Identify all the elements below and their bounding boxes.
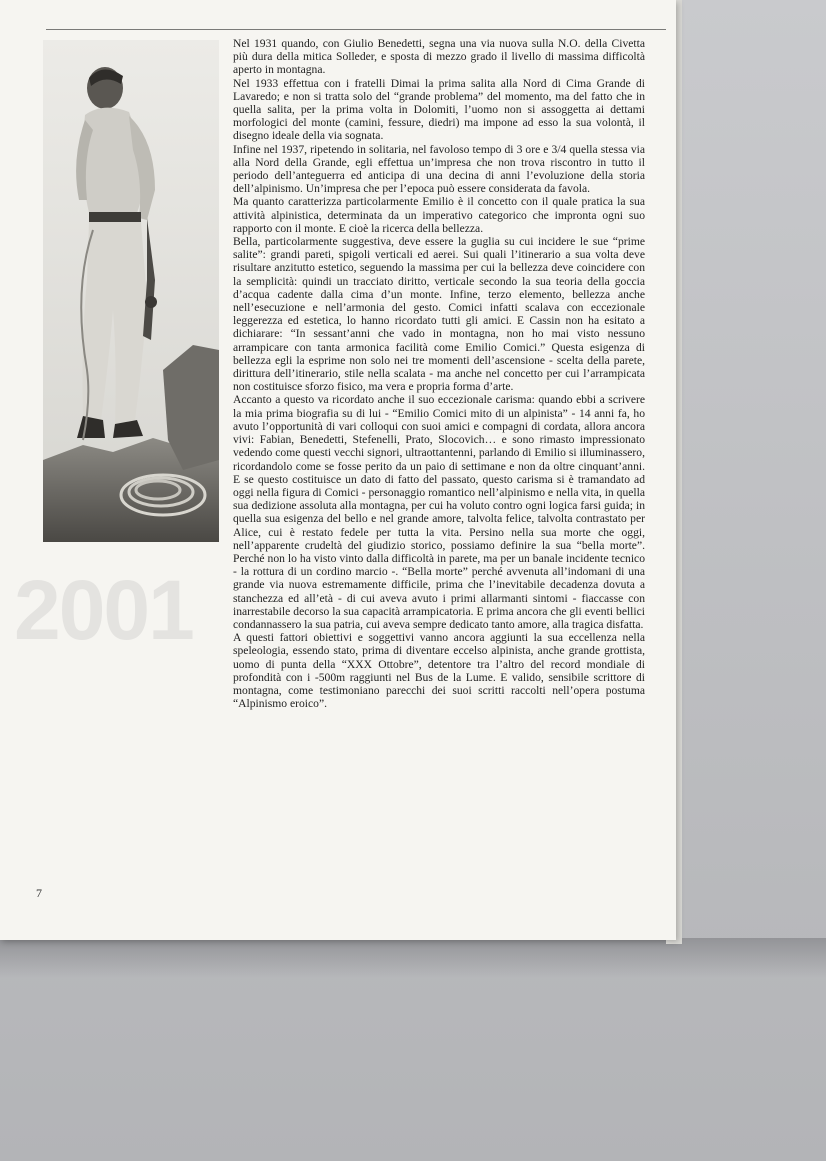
climber-illustration [43,40,219,542]
article-paragraph: Bella, particolarmente suggestiva, deve essere la guglia su cui incidere le sue “prime salite”: grandi pareti, spigoli verticali ed aerei. Sui quali l’itinerario a sua volta deve risultare anzitutto estetico, seguendo la massima per cui la bellezza deve coincidere con la semplicità: quindi un tracciato diritto, verticale secondo la sua teoria della goccia d’acqua cadente dalla cima d’un monte. Infine, terzo elemento, bellezza anche nell’esecuzione e nell’armonia del gesto. Comici infatti scalava con eccezionale leggerezza ed estetica, lo hanno ricordato tutti gli amici. E Cassin non ha esitato a dichiarare: “In sessant’anni che vado in montagna, non ho mai visto nessuno arrampicare con tanta armonica facilità come Emilio Comici.” Questa esigenza di bellezza egli la esprime non solo nei tre momenti dell’ascensione - scelta della parete, dirittura dell’itinerario, stile nella scalata - ma anche nel concetto per cui l’arrampicata non costituisce sforzo fisico, ma vera e propria forma d’arte. [233,235,645,394]
article-paragraph: A questi fattori obiettivi e soggettivi vanno ancora aggiunti la sua eccellenza nella speleologia, essendo stato, prima di diventare eccelso alpinista, anche grande grottista, uomo di punta della “XXX Ottobre”, detentore tra l’altro del record mondiale di profondità con i -500m raggiunti nel Bus de la Lume. E valido, sensibile scrittore di montagna, come testimoniano parecchi dei suoi scritti raccolti nell’opera postuma “Alpinismo eroico”. [233,631,645,711]
article-paragraph: Nel 1933 effettua con i fratelli Dimai la prima salita alla Nord di Cima Grande di Lavaredo; e non si tratta solo del “grande problema” del momento, ma del fatto che in quella salita, per la prima volta in Dolomiti, l’uomo non si assoggetta ai dettami morfologici del monte (camini, fessure, diedri) ma impone ad esso la sua volontà, il disegno ideale della via sognata. [233,76,645,143]
article-paragraph: Nel 1931 quando, con Giulio Benedetti, segna una via nuova sulla N.O. della Civetta più dura della mitica Solleder, e sposta di mezzo grado il livello di massima difficoltà aperto in montagna. [233,37,645,77]
article-paragraph: Ma quanto caratterizza particolarmente Emilio è il concetto con il quale pratica la sua attività alpinistica, determinata da un imperativo categorico che impronta ogni suo rapporto con il monte. E cioè la ricerca della bellezza. [233,195,645,235]
climber-photo [43,40,219,542]
top-rule [46,29,666,30]
page-number: 7 [36,886,42,900]
article-paragraph: Accanto a questo va ricordato anche il suo eccezionale carisma: quando ebbi a scrivere la mia prima biografia su di lui - “Emilio Comici mito di un alpinista” - 14 anni fa, ho avuto l’opportunità di vari colloqui con suoi amici e compagni di cordata, allora ancora vivi: Fabian, Benedetti, Stefenelli, Prato, Slocovich… e sono rimasto impressionato vedendo come questi vecchi signori, ultraottantenni, parlando di Emilio si illuminassero, ricordandolo come se fosse perito da un paio di settimane e non da oltre cinquant’anni. E se questo costituisce un dato di fatto del passato, questo carisma si è tramandato ad oggi nella figura di Comici - personaggio romantico nell’alpinismo e nella vita, in quella sua dedizione assoluta alla montagna, per cui ha voluto contro ogni logica farsi guida; in quella sua esigenza del bello e nel grande amore, talvolta felice, talvolta contrastato per Alice, cui è restato fedele per tutta la vita. Persino nella sua morte che oggi, nell’apparente crudeltà del giudizio storico, possiamo definire la sua “bella morte”. Perché non lo ha visto vinto dalla difficoltà in parete, ma per un banale incidente tecnico - la rottura di un cordino marcio -. “Bella morte” perché avvenuta all’indomani di una grande via nuova estremamente difficile, prima che l’inevitabile decadenza dovuta a stanchezza ed all’età - di cui aveva avuto i primi allarmanti sintomi - fiaccasse con inarrestabile decorso la sua capacità arrampicatoria. E prima ancora che gli eventi bellici condannassero la sua patria, cui aveva sempre dedicato tanto amore, alla tragica disfatta. [233,393,645,631]
article-paragraph: Infine nel 1937, ripetendo in solitaria, nel favoloso tempo di 3 ore e 3/4 quella stessa via alla Nord della Grande, egli effettua un’impresa che non trova riscontro in tutto il periodo dell’anteguerra ed anticipa di una decina di anni l’evoluzione della storia dell’alpinismo. Un’impresa che per l’epoca può essere considerata da favola. [233,142,645,196]
year-watermark: 2001 [14,563,193,657]
article-body [233,37,645,710]
page-shadow [0,938,826,978]
